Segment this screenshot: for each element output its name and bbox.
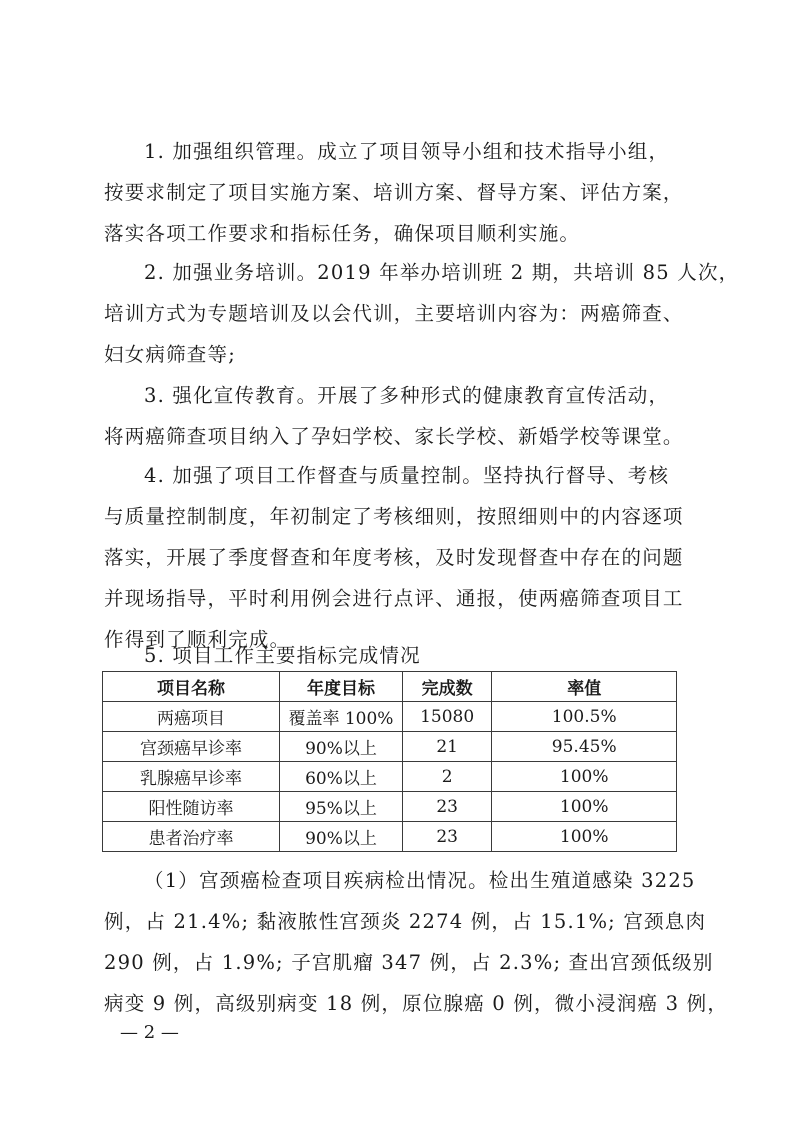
cell-rate: 100.5% [492,702,677,732]
table-row [103,702,677,732]
indicators-table [102,671,677,852]
cell-project-name: 患者治疗率 [103,822,280,852]
cell-project-name: 宫颈癌早诊率 [103,732,280,762]
text-line: 例，占 21.4%; 黏液脓性宫颈炎 2274 例，占 15.1%; 宫颈息肉 [104,910,707,933]
cell-annual-target: 90%以上 [280,732,403,762]
cell-rate: 100% [492,822,677,852]
paragraph-quality-control [104,455,692,660]
text-line: 并现场指导，平时利用例会进行点评、通报，使两癌筛查项目工 [104,587,684,610]
cell-annual-target: 90%以上 [280,822,403,852]
text-line: 病变 9 例，高级别病变 18 例，原位腺癌 0 例，微小浸润癌 3 例， [104,992,729,1015]
table-header-row [103,672,677,702]
column-header-annual-target: 年度目标 [280,672,403,702]
column-header-rate: 率值 [492,672,677,702]
table-row [103,762,677,792]
paragraph-organization-management [104,131,692,254]
cell-project-name: 乳腺癌早诊率 [103,762,280,792]
text-line [104,860,696,901]
text-line-content: 4. 加强了项目工作督查与质量控制。坚持执行督导、考核 [144,464,670,487]
section-heading-indicators: 5. 项目工作主要指标完成情况 [144,644,421,667]
text-line [104,131,692,172]
page-number: — 2 — [120,1022,179,1043]
text-line: 将两癌筛查项目纳入了孕妇学校、家长学校、新婚学校等课堂。 [104,425,684,448]
text-line: 作得到了顺利完成。 [104,628,291,651]
table-row [103,792,677,822]
column-header-completed: 完成数 [402,672,492,702]
table-row [103,732,677,762]
text-line [104,455,692,496]
cell-annual-target: 95%以上 [280,792,403,822]
text-line: 落实，开展了季度督查和年度考核，及时发现督查中存在的问题 [104,546,684,569]
text-line-content: 1. 加强组织管理。成立了项目领导小组和技术指导小组， [144,140,670,163]
text-line: 与质量控制制度，年初制定了考核细则，按照细则中的内容逐项 [104,505,684,528]
paragraph-business-training [104,252,740,375]
cell-rate: 95.45% [492,732,677,762]
text-line: 培训方式为专题培训及以会代训，主要培训内容为：两癌筛查、 [104,302,684,325]
text-line: 290 例，占 1.9%; 子宫肌瘤 347 例，占 2.3%; 查出宫颈低级别 [104,951,714,974]
cell-annual-target: 覆盖率 100% [280,702,403,732]
text-line-content: 3. 强化宣传教育。开展了多种形式的健康教育宣传活动， [144,384,670,407]
cell-completed: 21 [402,732,492,762]
cell-completed: 15080 [402,702,492,732]
cell-annual-target: 60%以上 [280,762,403,792]
text-line [104,252,740,293]
paragraph-cervical-cancer-findings [104,860,729,1024]
text-line: 按要求制定了项目实施方案、培训方案、督导方案、评估方案， [104,181,684,204]
cell-project-name: 阳性随访率 [103,792,280,822]
cell-completed: 23 [402,822,492,852]
text-line: 落实各项工作要求和指标任务，确保项目顺利实施。 [104,222,581,245]
cell-project-name: 两癌项目 [103,702,280,732]
table-row [103,822,677,852]
paragraph-publicity-education [104,375,692,457]
cell-completed: 2 [402,762,492,792]
text-line-content: （1）宫颈癌检查项目疾病检出情况。检出生殖道感染 3225 [144,869,696,892]
column-header-project-name: 项目名称 [103,672,280,702]
text-line-content: 2. 加强业务培训。2019 年举办培训班 2 期，共培训 85 人次， [144,261,740,284]
cell-completed: 23 [402,792,492,822]
text-line: 妇女病筛查等; [104,343,236,366]
cell-rate: 100% [492,762,677,792]
text-line [104,375,692,416]
cell-rate: 100% [492,792,677,822]
